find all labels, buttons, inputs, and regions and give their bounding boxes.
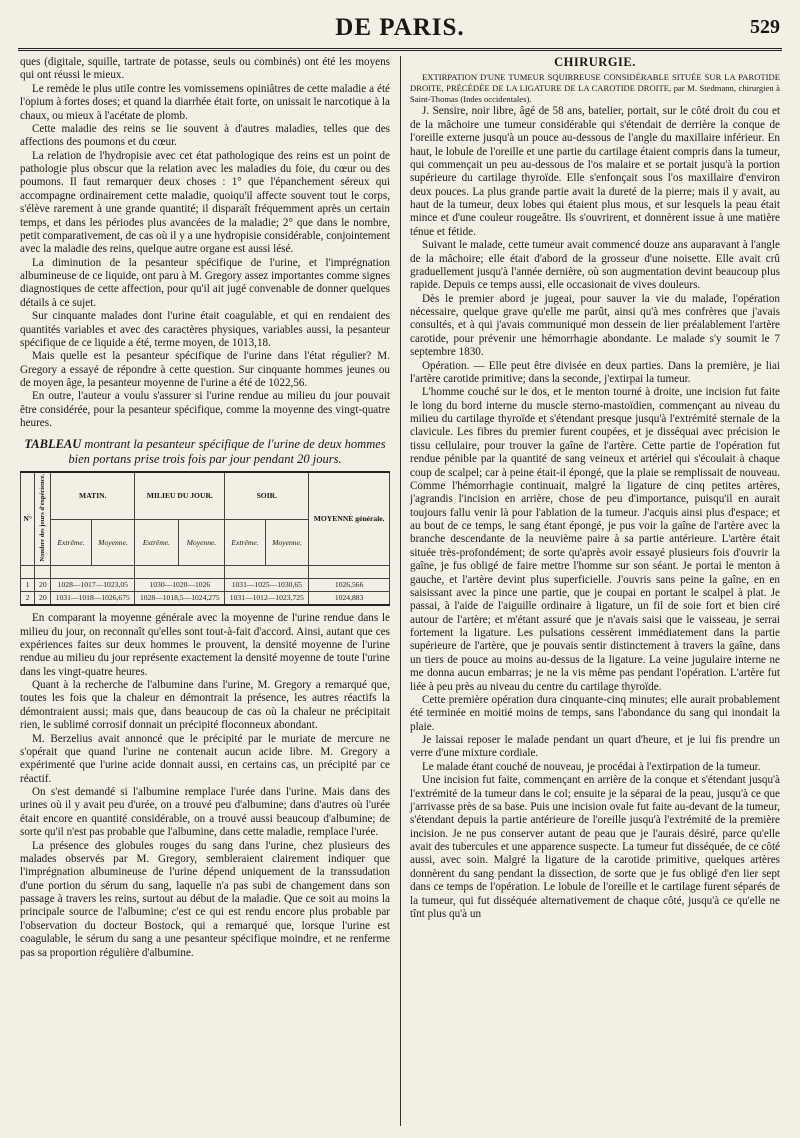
table-row — [21, 579, 390, 592]
col-header-days — [35, 472, 51, 566]
paragraph: On s'est demandé si l'albumine remplace l'urée dans l'urine. Mais dans des urines où il y avait peu d'urée, on a trouvé peu d'albumine; dans d'autres où l'urée était encore en quantité considérable, on a trouvé aussi beaucoup d'albumine; de sorte qu'il n'est pas probable que l'albumine, dans cette maladie, remplace l'urée. — [20, 786, 390, 839]
paragraph: Quant à la recherche de l'albumine dans l'urine, M. Gregory a remarqué que, toutes les fois que la chaleur en démontrait la présence, les autres réactifs la démontraient aussi; mais que, dans beaucoup de cas où la chaleur ne précipitait rien, le sublimé corrosif donnait un précipité floconneux abondant. — [20, 679, 390, 732]
table-caption-lead: TABLEAU — [24, 436, 82, 451]
paragraph: Le remède le plus utile contre les vomissemens opiniâtres de cette maladie a été l'opium à fortes doses; et quand la diarrhée était forte, on unissait le narcotique à la chaux, ou mieux à l'acétate de plomb. — [20, 82, 390, 122]
cell-matin: 1028—1017—1023,05 — [51, 579, 135, 592]
col-header-matin: MATIN. — [51, 472, 135, 520]
col-header-moyenne: MOYENNE générale. — [309, 472, 390, 566]
page-header — [18, 8, 782, 44]
article-subheading: EXTIRPATION D'UNE TUMEUR SQUIRREUSE CONSIDÉRABLE SITUÉE SUR LA PAROTIDE DROITE, PRÉCÉDÉE DE LA LIGATURE DE LA CAROTIDE DROITE, par M. Stedmann, chirurgien à Saint-Thomas (Indes occidentales). — [410, 72, 780, 105]
paragraph: La diminution de la pesanteur spécifique de l'urine, et l'imprégnation albumineuse de ce liquide, ont paru à M. Gregory assez importantes comme signes diagnostiques de cette affection, pour qu'il ait jugé convenable de donner quelques détails à ce sujet. — [20, 256, 390, 309]
paragraph: M. Berzelius avait annoncé que le précipité par le muriate de mercure ne s'opérait que quand l'urine ne contenait aucun acide libre. M. Gregory a expérimenté que l'urine acide donnait aussi, en certains cas, un précipité par ce réactif. — [20, 732, 390, 785]
left-column — [20, 56, 390, 960]
cell-moyenne: 1024,883 — [309, 592, 390, 606]
paragraph: Cette première opération dura cinquante-cinq minutes; elle aurait probablement été terminée en moitié moins de temps, sans l'abondance du sang qui inondait la plaie. — [410, 693, 780, 733]
col-header-days-text: Nombre des jours d'expérience. — [38, 473, 46, 562]
table-row-blank — [21, 566, 390, 579]
cell-midi: 1030—1020—1026 — [135, 579, 225, 592]
sub-header-moyenne: Moyenne. — [178, 519, 225, 565]
section-title: CHIRURGIE. — [554, 55, 636, 69]
paragraph: Opération. — Elle peut être divisée en deux parties. Dans la première, je liai l'artère carotide primitive; dans la seconde, j'extirpai la tumeur. — [410, 359, 780, 385]
sub-header-extreme: Extrême. — [135, 519, 178, 565]
sub-header-extreme: Extrême. — [225, 519, 265, 565]
paragraph: La relation de l'hydropisie avec cet état pathologique des reins est un point de pathologie plus obscur que la relation avec les maladies du foie, du cœur ou des poumons. Il faut remarquer deux choses : 1° que l'épanchement séreux qui accompagne ordinairement cette maladie, quoiqu'il affecte souvent tout le corps, s'élève rarement à une grande quantité; il disparaît fréquemment après un certain temps, et dans les périodes plus avancées de la maladie; 2° que dans le nombre, petit comparativement, de cas où il y a une hydropisie considérable, conjointement avec la maladie des reins, quelque autre organe est aussi lésé. — [20, 149, 390, 256]
cell-days: 20 — [35, 592, 51, 606]
cell-midi: 1028—1018,5—1024,275 — [135, 592, 225, 606]
paragraph: L'homme couché sur le dos, et le menton tourné à droite, une incision fut faite le long du bord interne du muscle sterno-mastoïdien, commençant au niveau du milieu du cartilage thyroïde et s'étendant presque jusqu'à l'extrémité sternale de la clavicule. Les fibres du premier furent coupées, et je disséquai avec précision le tissu cellulaire, pour trouver la gaîne de l'artère. Cette partie de l'opération fut rendue pénible par la quantité de sang veineux et artériel qui s'écoulait à chaque coup de scalpel; car à peine était-il épongé, que la plaie se remplissait de nouveau. Comme l'hémorrhagie continuait, malgré la ligature de cinq petites artères, j'agrandis l'incision en arrière, chose de peu d'importance, puisqu'il en aurait toujours fallu venir là pour l'ablation de la tumeur. J'acquis ainsi plus d'espace; et au bout de ce temps, le sang étant épongé, je pus voir la gaîne de l'artère avec la branche descendante de la neuvième paire à sa partie antérieure. L'artère était située très-profondément; de sorte qu'après avoir essayé plusieurs fois d'ouvrir la gaîne, je fus obligé de faire mettre l'homme sur son séant. Je portai le menton à gauche, et l'artère devint plus superficielle. J'ouvris sans peine la gaîne, en en saisissant avec la pince une partie, que je coupai en portant le scalpel à plat. Je passai, à l'aide de l'aiguille ordinaire à ligature, un fil de soie fort et bien ciré autour de l'artère; et m'étant assuré que je n'avais saisi que le vaisseau, je serrai fortement la ligature. Les pulsations cessèrent immédiatement dans la partie supérieure de l'artère, que je pouvais sentir distinctement à travers la gaîne, dans un tiers de pouce au moins au-dessus de la ligature. La veine jugulaire interne ne me donna aucun embarras; je ne la vis même pas pendant l'opération. L'artère fut liée à peu près au niveau du centre du cartilage thyroïde. — [410, 386, 780, 693]
page-title: DE PARIS. — [335, 14, 465, 41]
cell-matin: 1031—1018—1026,675 — [51, 592, 135, 606]
paragraph: J. Sensire, noir libre, âgé de 58 ans, batelier, portait, sur le côté droit du cou et de la mâchoire une tumeur considérable qui s'étendait de derrière la conque de l'oreille externe jusqu'à un pouce au-dessous de l'angle du maxillaire inférieur. En haut, le lobule de l'oreille et une partie du cartilage étaient compris dans la tumeur, qui commençait un peu au-dessous de l'os malaire et se portait jusqu'à la portion supérieure du cartilage thyroïde. Elle s'enfonçait sous l'os maxillaire d'environ deux pouces. La plus grande partie avait la dureté de la pierre; mais il y avait, au haut de la tumeur, deux lobes qui étaient plus mous, et sur lesquels la peau était mince et d'une couleur rougeâtre. Ils s'ouvrirent, et donnèrent issue à une matière ténue et fétide. — [410, 105, 780, 238]
table-caption — [20, 437, 390, 467]
header-rule — [18, 48, 782, 51]
paragraph: Je laissai reposer le malade pendant un quart d'heure, et je lui fis prendre un verre d'une mixture cordiale. — [410, 734, 780, 760]
paragraph: Suivant le malade, cette tumeur avait commencé douze ans auparavant à l'angle de la mâchoire; elle était d'abord de la grosseur d'une noisette. Elle avait crû graduellement jusqu'à l'année dernière, où son augmentation devint beaucoup plus rapide. Depuis ce temps aussi, elle occasionait de vives douleurs. — [410, 239, 780, 292]
table-row — [21, 592, 390, 606]
column-divider — [400, 56, 401, 1126]
col-header-midi: MILIEU DU JOUR. — [135, 472, 225, 520]
paragraph: Le malade étant couché de nouveau, je procédai à l'extirpation de la tumeur. — [422, 760, 761, 773]
paragraph: Mais quelle est la pesanteur spécifique de l'urine dans l'état régulier? M. Gregory a essayé de répondre à cette question. Sur cinquante hommes jeunes ou de moyen âge, la pesanteur moyenne de l'urine a été de 1022,56. — [20, 350, 390, 389]
cell-no: 1 — [21, 579, 35, 592]
cell-soir: 1031—1012—1023,725 — [225, 592, 309, 606]
paragraph: Dès le premier abord je jugeai, pour sauver la vie du malade, l'opération nécessaire, quelque grave qu'elle me parût, ainsi qu'à mes confrères que j'avais consultés, et à qui j'avais communiqué mon dessein de lier préalablement l'artère carotide, pour prévenir une hémorrhagie abondante. Le malade s'y soumit le 7 septembre 1830. — [410, 292, 780, 359]
right-column — [410, 56, 780, 921]
cell-soir: 1031—1025—1030,65 — [225, 579, 309, 592]
page-number: 529 — [750, 16, 780, 38]
col-header-soir: SOIR. — [225, 472, 309, 520]
paragraph: En comparant la moyenne générale avec la moyenne de l'urine rendue dans le milieu du jour, on reconnaît qu'elles sont tout-à-fait d'accord. Ainsi, autant que ces expériences faites sur deux hommes le prouvent, la densité moyenne de l'urine rendue au milieu du jour représente exactement la densité moyenne de toute l'urine dans les vingt-quatre heures. — [20, 612, 390, 678]
sub-header-moyenne: Moyenne. — [91, 519, 135, 565]
cell-days: 20 — [35, 579, 51, 592]
paragraph: La présence des globules rouges du sang dans l'urine, chez plusieurs des malades observés par M. Gregory, sembleraient clairement indiquer que l'imprégnation albumineuse de l'urine dépend uniquement de la transsudation d'une portion du sérum du sang, laquelle n'a pas subi de changement dans son passage à travers les reins, surtout au début de la maladie. Que ce soit au moins la principale source de l'albumine; c'est ce qui est rendu encore plus probable par l'observation du docteur Bostock, qui a remarqué que, lorsque l'urine est coagulable, le sérum du sang a une pesanteur spécifique moindre, et ne renferme pas sa proportion régulière d'albumine. — [20, 839, 390, 959]
urine-gravity-table — [20, 471, 390, 607]
paragraph: Une incision fut faite, commençant en arrière de la conque et s'étendant jusqu'à l'extrémité de la tumeur dans le col; ensuite je la séparai de la peau, jusqu'à ce que j'arrivasse près de sa base. Puis une incision ovale fut faite au-devant de la tumeur, s'étendant depuis la partie antérieure de l'oreille jusqu'à l'extrémité de la première incision. Je ne pus conserver autant de peau que je l'aurais désiré, parce qu'elle avait des tubercules et une apparence suspecte. La tumeur fut disséquée, de ce côté aussi, avec soin. Malgré la ligature de la carotide primitive, quelques artères donnèrent du sang pendant la dissection, de sorte que je fus obligé d'en lier sept dans ce temps de l'opération. Le lobule de l'oreille et le cartilage furent séparés de la tumeur, qui fut disséquée alternativement de chaque côté, jusqu'à ce qu'elle ne tînt plus qu'à un — [410, 774, 780, 920]
sub-header-extreme: Extrême. — [51, 519, 91, 565]
sub-header-moyenne: Moyenne. — [265, 519, 309, 565]
cell-moyenne: 1026,566 — [309, 579, 390, 592]
col-header-no: N° — [21, 472, 35, 566]
paragraph: Sur cinquante malades dont l'urine était coagulable, et qui en rendaient des quantités variables et avec des caractères physiques, variables aussi, la pesanteur spécifique de ce liquide a été, terme moyen, de 1013,18. — [20, 310, 390, 349]
table-caption-text: montrant la pesanteur spécifique de l'urine de deux hommes bien portans prise trois fois par jour pendant 20 jours. — [68, 436, 386, 466]
paragraph: Cette maladie des reins se lie souvent à d'autres maladies, telles que des affections des poumons et du cœur. — [20, 122, 390, 149]
cell-no: 2 — [21, 592, 35, 606]
paragraph: En outre, l'auteur a voulu s'assurer si l'urine rendue au milieu du jour pouvait être considérée, pour la pesanteur spécifique, comme la moyenne des vingt-quatre heures. — [20, 390, 390, 430]
paragraph: ques (digitale, squille, tartrate de potasse, seuls ou combinés) ont été les moyens qui ont réussi le mieux. — [20, 56, 390, 82]
